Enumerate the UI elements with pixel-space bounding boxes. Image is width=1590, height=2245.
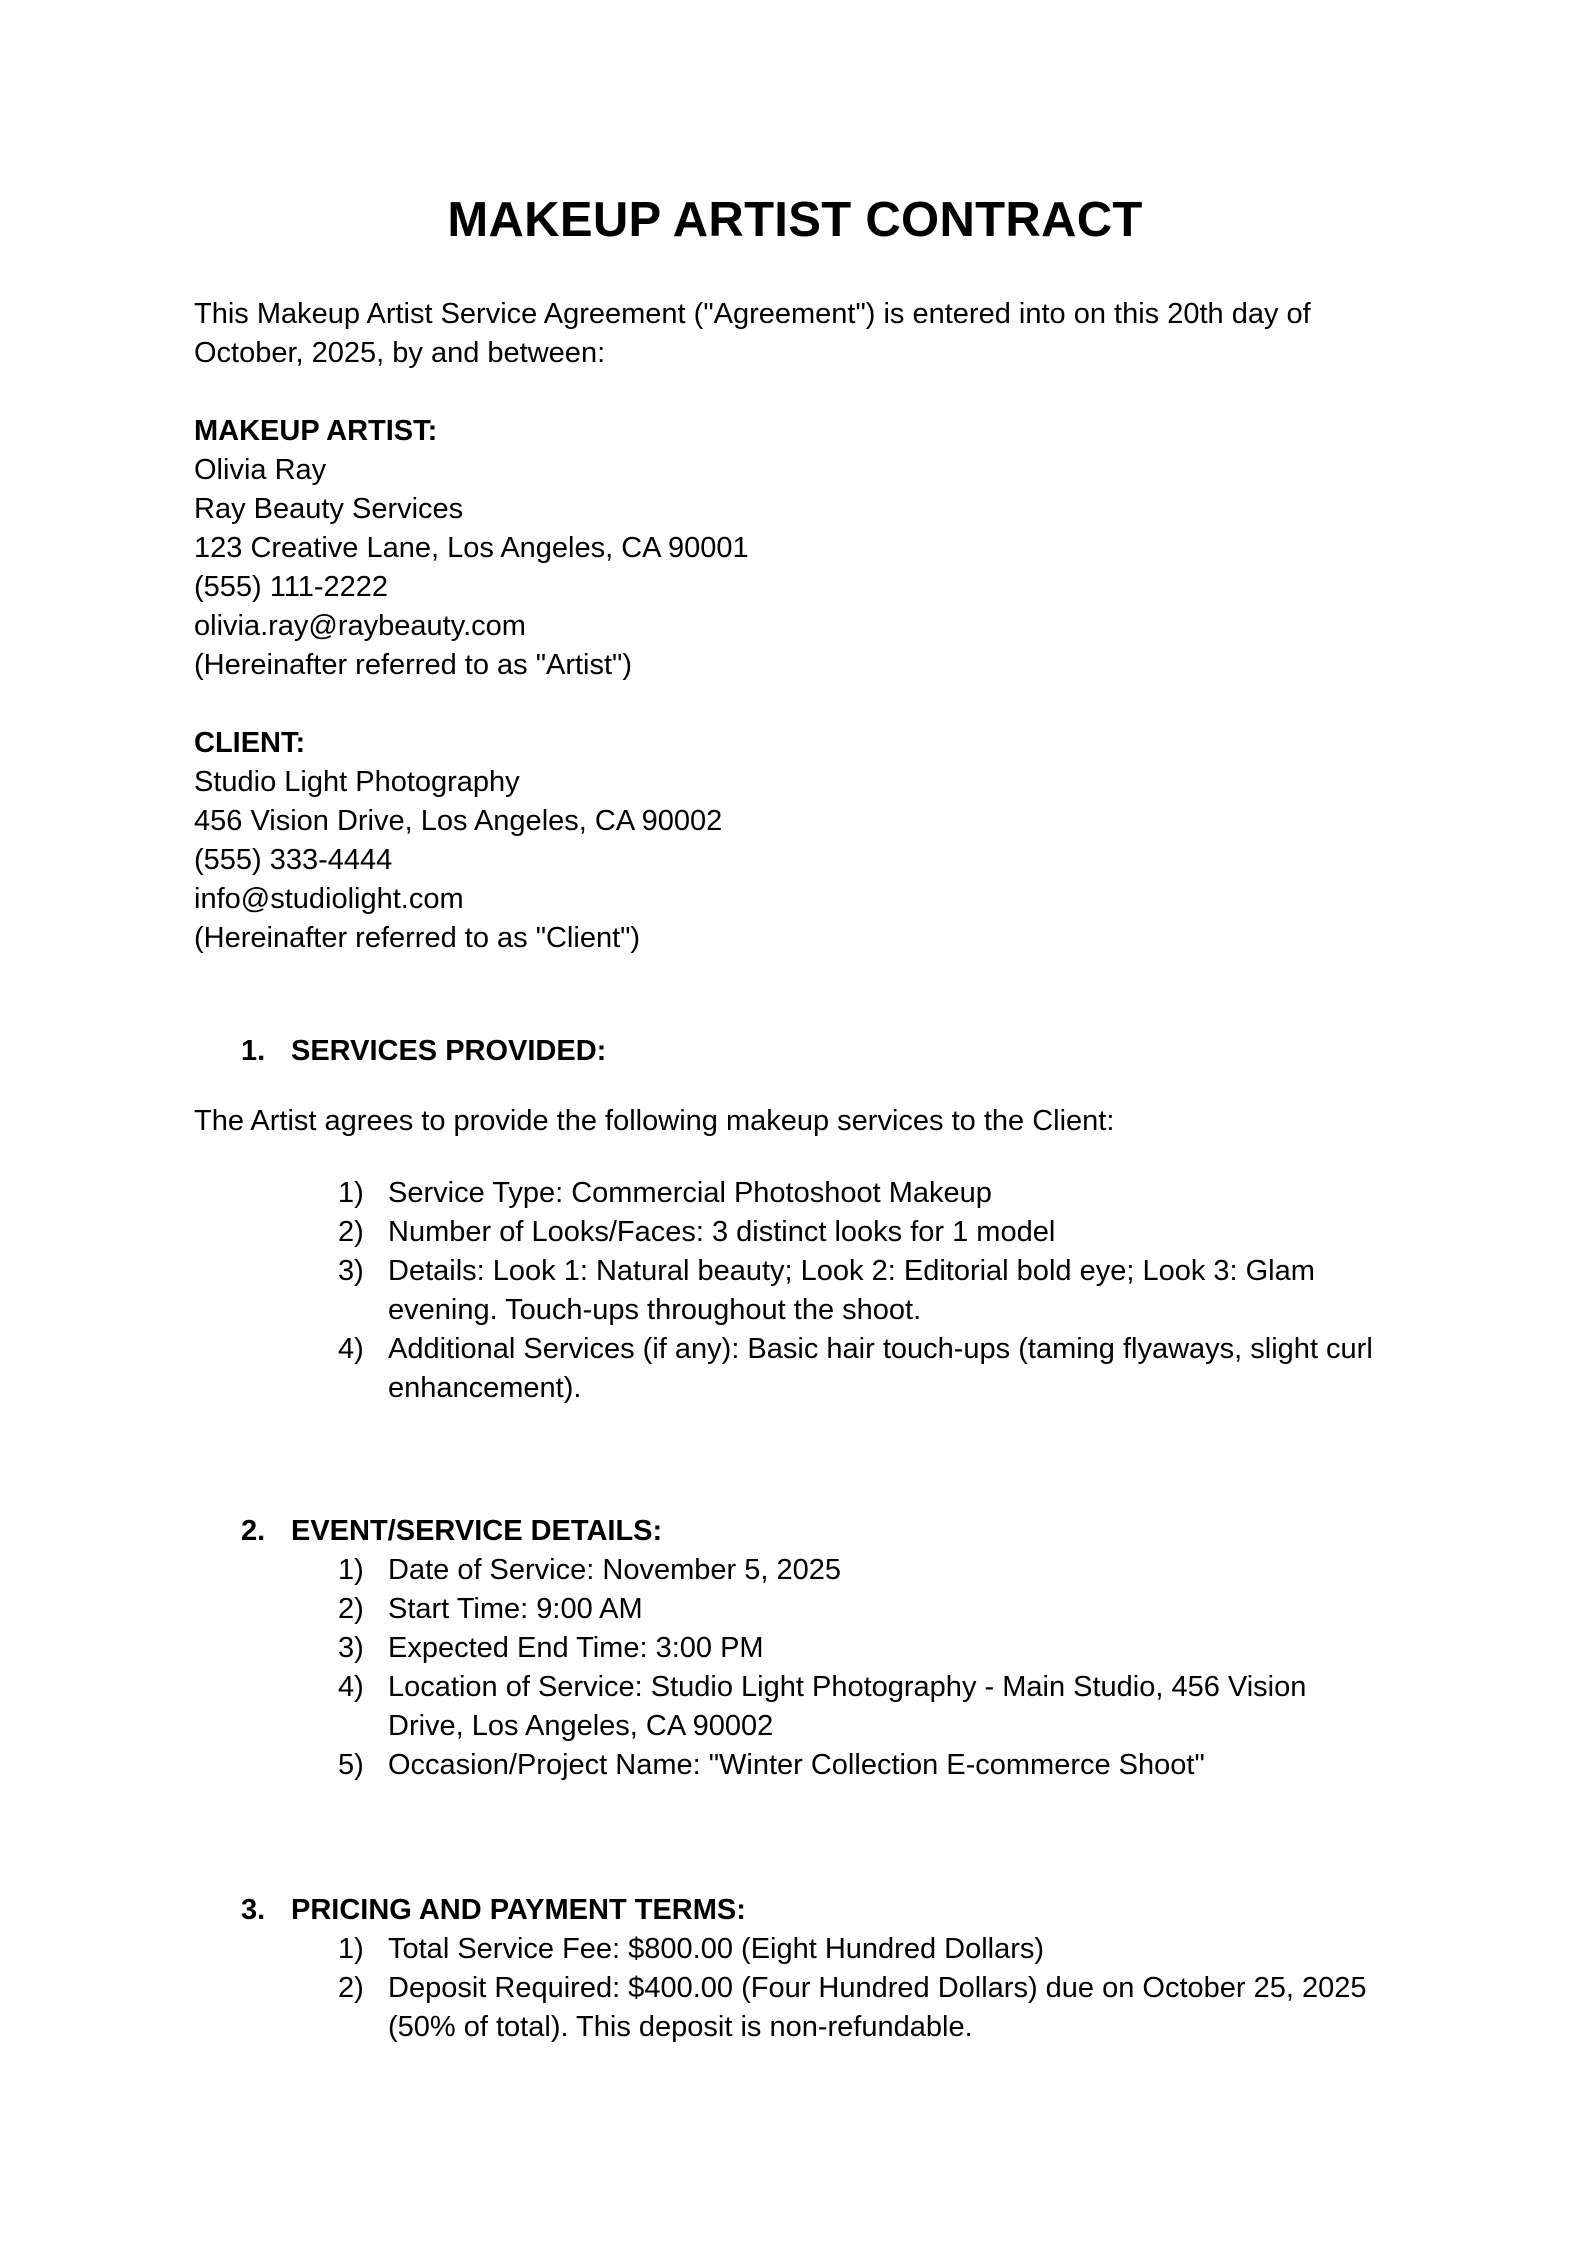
list-marker: 2)	[338, 1972, 364, 2004]
list-marker: 1)	[338, 1933, 364, 1965]
list-item-line: Drive, Los Angeles, CA 90002	[388, 1710, 774, 1742]
artist-heading: MAKEUP ARTIST:	[194, 415, 438, 447]
event-details-list	[338, 1551, 1408, 1785]
section-number: 3.	[241, 1894, 266, 1926]
list-item	[338, 1213, 1408, 1252]
list-item	[338, 1252, 1408, 1330]
list-item-line: Additional Services (if any): Basic hair touch-ups (taming flyaways, slight curl	[388, 1333, 1373, 1365]
list-item	[338, 1746, 1408, 1785]
list-marker: 4)	[338, 1333, 364, 1365]
section-title: SERVICES PROVIDED:	[291, 1035, 607, 1067]
pricing-list	[338, 1930, 1408, 2047]
list-item	[338, 1551, 1408, 1590]
artist-address: 123 Creative Lane, Los Angeles, CA 90001	[194, 532, 749, 564]
services-intro-text: The Artist agrees to provide the following makeup services to the Client:	[194, 1105, 1115, 1137]
list-item-line: Expected End Time: 3:00 PM	[388, 1632, 764, 1664]
client-email: info@studiolight.com	[194, 883, 464, 915]
list-marker: 2)	[338, 1593, 364, 1625]
client-name: Studio Light Photography	[194, 766, 520, 798]
artist-info	[194, 412, 1414, 685]
list-marker: 3)	[338, 1632, 364, 1664]
intro-line: October, 2025, by and between:	[194, 337, 606, 369]
artist-email: olivia.ray@raybeauty.com	[194, 610, 526, 642]
list-item	[338, 1668, 1408, 1746]
list-marker: 2)	[338, 1216, 364, 1248]
list-marker: 1)	[338, 1177, 364, 1209]
list-marker: 4)	[338, 1671, 364, 1703]
client-reference: (Hereinafter referred to as "Client")	[194, 922, 641, 954]
list-marker: 3)	[338, 1255, 364, 1287]
section-heading-pricing	[241, 1891, 746, 1930]
document-title: MAKEUP ARTIST CONTRACT	[447, 193, 1143, 247]
section-number: 1.	[241, 1035, 266, 1067]
list-item	[338, 1174, 1408, 1213]
list-item-line: Details: Look 1: Natural beauty; Look 2: Editorial bold eye; Look 3: Glam	[388, 1255, 1315, 1287]
list-item	[338, 1590, 1408, 1629]
artist-name: Olivia Ray	[194, 454, 327, 486]
artist-business: Ray Beauty Services	[194, 493, 464, 525]
list-item-line: Occasion/Project Name: "Winter Collection E-commerce Shoot"	[388, 1749, 1205, 1781]
section-heading-event-details	[241, 1512, 662, 1551]
services-intro	[194, 1102, 1414, 1141]
section-title: PRICING AND PAYMENT TERMS:	[291, 1894, 746, 1926]
client-heading: CLIENT:	[194, 727, 306, 759]
list-item-line: Start Time: 9:00 AM	[388, 1593, 643, 1625]
section-number: 2.	[241, 1515, 266, 1547]
list-marker: 5)	[338, 1749, 364, 1781]
artist-reference: (Hereinafter referred to as "Artist")	[194, 649, 633, 681]
client-address: 456 Vision Drive, Los Angeles, CA 90002	[194, 805, 723, 837]
services-list	[338, 1174, 1408, 1408]
intro-line: This Makeup Artist Service Agreement ("Agreement") is entered into on this 20th day of	[194, 298, 1311, 330]
list-item	[338, 1930, 1408, 1969]
list-item-line: Service Type: Commercial Photoshoot Makeup	[388, 1177, 992, 1209]
list-item	[338, 1629, 1408, 1668]
list-marker: 1)	[338, 1554, 364, 1586]
client-info	[194, 724, 1414, 958]
list-item-line: enhancement).	[388, 1372, 582, 1404]
list-item-line: Number of Looks/Faces: 3 distinct looks for 1 model	[388, 1216, 1056, 1248]
list-item-line: (50% of total). This deposit is non-refundable.	[388, 2011, 973, 2043]
list-item-line: Date of Service: November 5, 2025	[388, 1554, 841, 1586]
list-item-line: Deposit Required: $400.00 (Four Hundred Dollars) due on October 25, 2025	[388, 1972, 1367, 2004]
list-item-line: evening. Touch-ups throughout the shoot.	[388, 1294, 922, 1326]
section-title: EVENT/SERVICE DETAILS:	[291, 1515, 663, 1547]
list-item-line: Location of Service: Studio Light Photography - Main Studio, 456 Vision	[388, 1671, 1307, 1703]
client-phone: (555) 333-4444	[194, 844, 393, 876]
section-heading-services	[241, 1032, 606, 1071]
list-item	[338, 1330, 1408, 1408]
list-item	[338, 1969, 1408, 2047]
intro-paragraph	[194, 295, 1414, 373]
list-item-line: Total Service Fee: $800.00 (Eight Hundred Dollars)	[388, 1933, 1045, 1965]
artist-phone: (555) 111-2222	[194, 571, 389, 603]
